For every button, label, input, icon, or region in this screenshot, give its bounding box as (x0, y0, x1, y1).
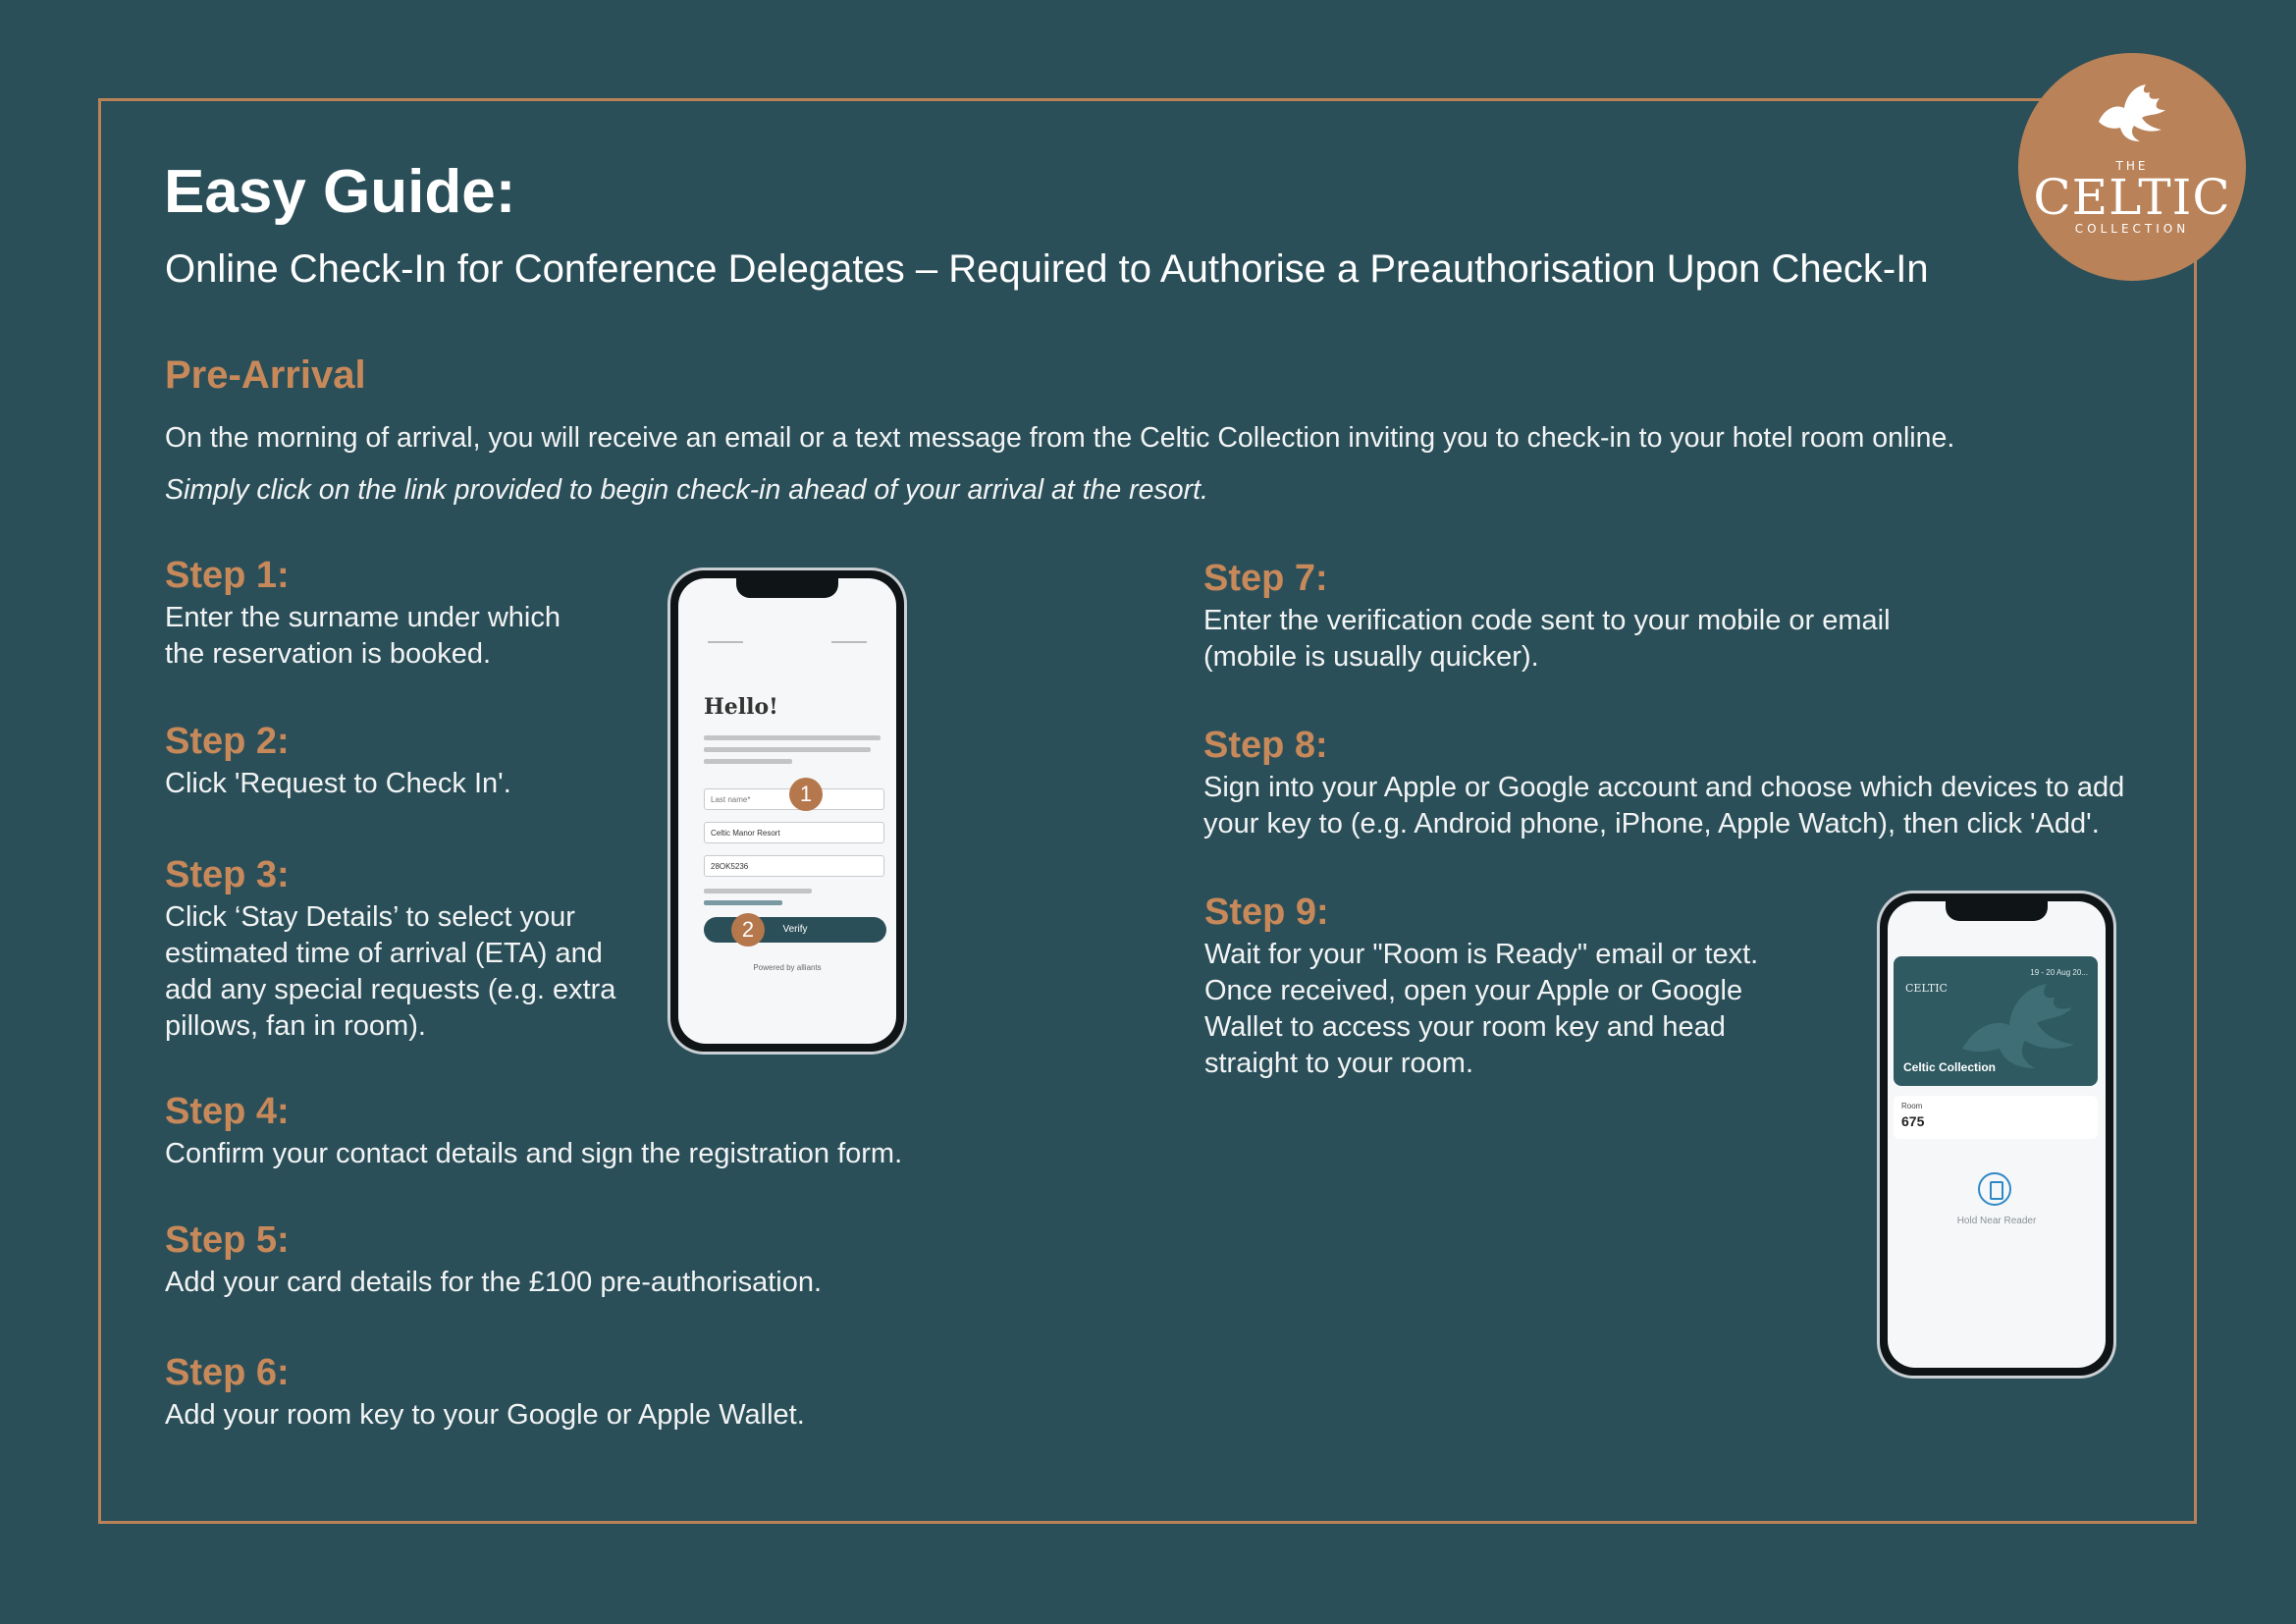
step-text: Add your room key to your Google or Apple Wallet. (165, 1399, 805, 1431)
step-1 (165, 554, 597, 673)
step-heading: Step 1: (165, 555, 290, 596)
logo-collection: COLLECTION (2074, 222, 2190, 236)
powered-by-text: Powered by alliants (753, 963, 822, 972)
step-heading: Step 9: (1204, 892, 1329, 933)
pre-arrival-note: Simply click on the link provided to begin check-in ahead of your arrival at the resort. (165, 474, 1208, 506)
room-number: 675 (1901, 1113, 1925, 1129)
celtic-collection-logo (2018, 53, 2246, 281)
dragon-icon (2091, 79, 2175, 147)
phone-notch (1946, 901, 2048, 921)
step-text: Enter the surname under which the reservation is booked. (165, 602, 561, 670)
card-dates: 19 - 20 Aug 20... (2030, 968, 2088, 977)
step-text: Enter the verification code sent to your mobile or email (mobile is usually quicker). (1203, 605, 1891, 673)
step-2 (165, 720, 675, 802)
nfc-icon (1978, 1172, 2011, 1206)
step-text: Confirm your contact details and sign the registration form. (165, 1138, 903, 1169)
room-key-card[interactable] (1894, 956, 2098, 1086)
step-text: Sign into your Apple or Google account and choose which devices to add your key to (e.g. Android phone, iPhone, Apple Watch), then click 'Add'. (1203, 772, 2125, 839)
resort-logo-icon (831, 641, 867, 667)
phone-wallet-screen (1880, 893, 2113, 1376)
step-3 (165, 853, 616, 1045)
step-5 (165, 1218, 1147, 1301)
step-text: Click 'Request to Check In'. (165, 768, 511, 799)
pre-arrival-text: On the morning of arrival, you will receive an email or a text message from the Celtic Collection inviting you to check-in to your hotel room online. (165, 422, 1955, 454)
logo-the: THE (2115, 159, 2149, 173)
hello-heading: Hello! (704, 694, 778, 720)
pre-arrival-heading: Pre-Arrival (165, 353, 366, 397)
step-4 (165, 1090, 1147, 1172)
phone-notch (736, 578, 838, 598)
last-name-input[interactable]: Last name* (704, 788, 884, 810)
page-title: Easy Guide: (164, 158, 516, 226)
step-heading: Step 7: (1203, 558, 1328, 599)
step-badge-2: 2 (731, 913, 765, 947)
step-heading: Step 2: (165, 721, 290, 762)
step-6 (165, 1351, 1147, 1434)
step-heading: Step 4: (165, 1091, 290, 1132)
phone-screen (1888, 901, 2106, 1368)
phone-checkin-screen (670, 570, 904, 1052)
step-7 (1203, 557, 1969, 676)
room-label: Room (1901, 1102, 1923, 1110)
instruction-line (704, 759, 792, 764)
card-name: Celtic Collection (1903, 1060, 1997, 1074)
step-heading: Step 8: (1203, 725, 1328, 766)
step-heading: Step 3: (165, 854, 290, 895)
request-id-link[interactable] (704, 900, 782, 905)
room-info (1894, 1096, 2098, 1139)
celtic-logo-icon (708, 641, 743, 667)
step-text: Click ‘Stay Details’ to select your estimated time of arrival (ETA) and add any special requests (e.g. extra pillows, fan in room). (165, 901, 616, 1042)
app-logos (708, 641, 867, 671)
phone-screen (678, 578, 896, 1044)
stay-link-line (704, 889, 812, 893)
step-badge-1: 1 (789, 778, 823, 811)
page-subtitle: Online Check-In for Conference Delegates – Required to Authorise a Preauthorisation Upon Check-In (165, 247, 1929, 291)
booking-number-input[interactable]: 28OK5236 (704, 855, 884, 877)
step-heading: Step 6: (165, 1352, 290, 1393)
hold-near-reader-text: Hold Near Reader (1956, 1216, 2037, 1226)
logo-name: CELTIC (2033, 169, 2231, 226)
verify-button[interactable]: Verify (704, 917, 886, 943)
property-select[interactable]: Celtic Manor Resort (704, 822, 884, 843)
step-text: Add your card details for the £100 pre-authorisation. (165, 1267, 823, 1298)
step-9 (1204, 891, 1764, 1082)
instruction-line (704, 747, 871, 752)
step-heading: Step 5: (165, 1219, 290, 1261)
card-logo: CELTIC (1905, 982, 1948, 995)
step-8 (1203, 724, 2146, 842)
instruction-line (704, 735, 881, 740)
step-text: Wait for your "Room is Ready" email or text. Once received, open your Apple or Google Wallet to access your room key and head straight to your room. (1204, 939, 1759, 1079)
